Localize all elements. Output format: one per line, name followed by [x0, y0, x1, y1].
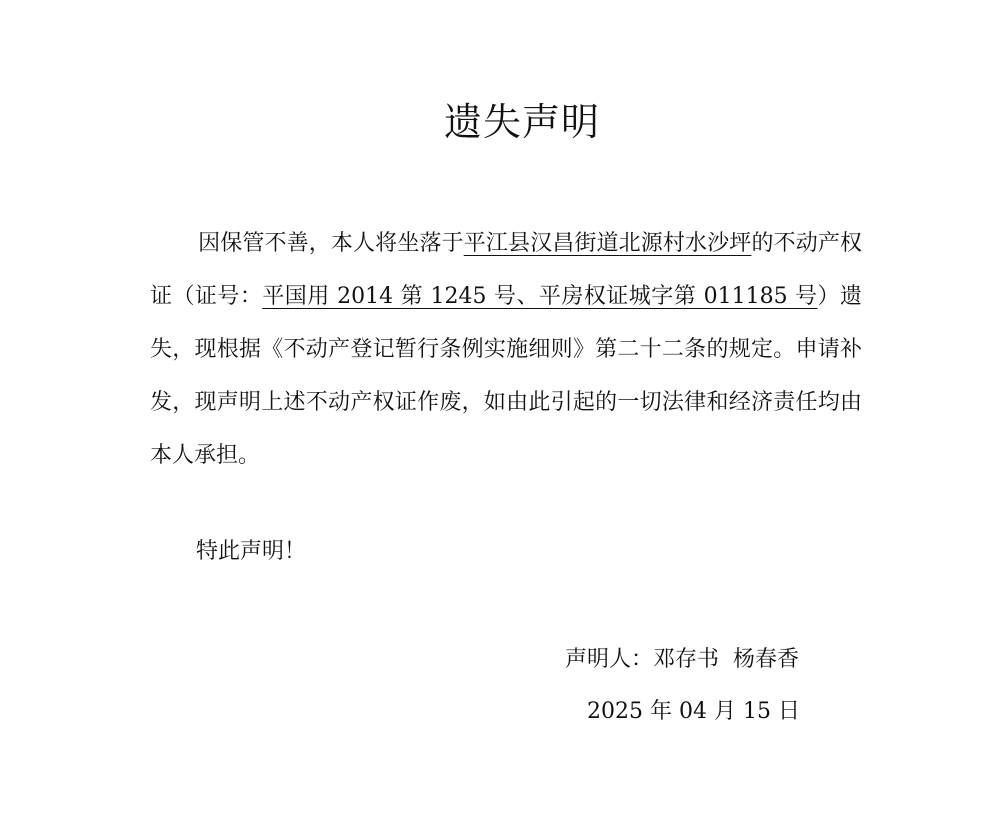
- notice-date: 2025 年 04 月 15 日: [587, 699, 800, 724]
- signer-line: [565, 638, 799, 682]
- body-text-intro: 因保管不善，本人将坐落于: [198, 231, 464, 256]
- signer-names: 邓存书 杨春香: [653, 647, 800, 672]
- document-title: 遗失声明: [443, 100, 600, 144]
- notice-body: [150, 217, 862, 482]
- certificate-numbers: 平国用 2014 第 1245 号、平房权证城字第 011185 号: [262, 284, 818, 309]
- body-text-statement: ）遗失，现根据《不动产登记暂行条例实施细则》第二十二条的规定。申请补发，现声明上述不动产权证作废，如由此引起的一切法律和经济责任均由本人承担。: [150, 284, 862, 468]
- body-text-certificate-label: 的不动产权证（证号：: [150, 231, 862, 309]
- closing-statement: 特此声明！: [196, 539, 307, 564]
- signer-label: 声明人：: [565, 647, 654, 672]
- property-location: 平江县汉昌街道北源村水沙坪: [463, 231, 752, 256]
